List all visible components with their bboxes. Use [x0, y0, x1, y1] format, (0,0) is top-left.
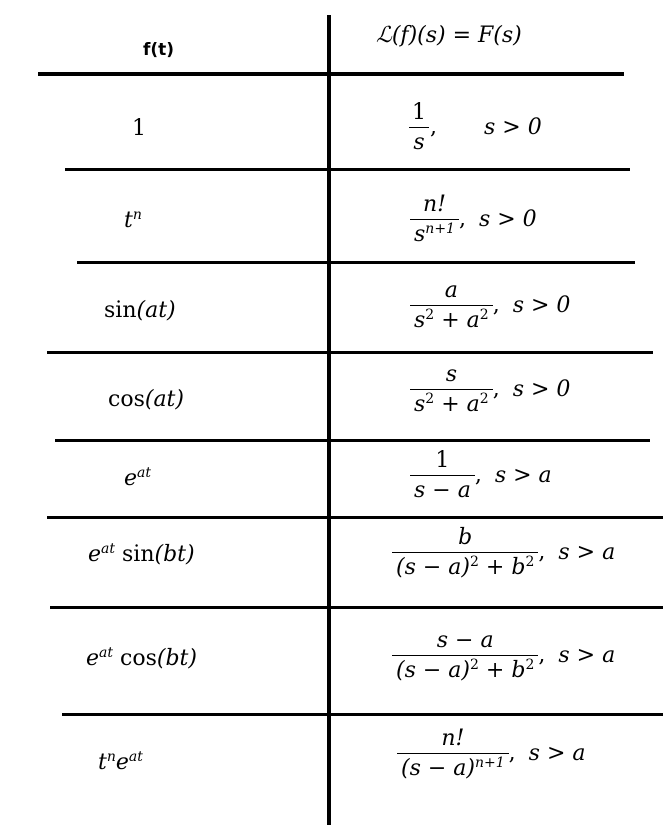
- transform-cell: $\frac{1}{s}$ , s > 0: [408, 100, 542, 155]
- row-divider: [65, 168, 630, 171]
- column-divider: [327, 15, 331, 825]
- function-cell: $t^n$: [124, 206, 142, 233]
- transform-cell: $\frac{n!}{(s - a)^{n+1}}$ , s > a: [397, 726, 585, 781]
- function-cell: cos(at): [108, 387, 184, 412]
- row-divider: [77, 261, 635, 264]
- function-cell: 1: [132, 116, 146, 141]
- row-divider: [47, 516, 663, 519]
- header-divider: [38, 72, 624, 76]
- function-cell: $e^{at}$ cos(bt): [86, 644, 197, 671]
- transform-cell: $\frac{s - a}{(s - a)^2 + b^2}$ , s > a: [392, 628, 615, 683]
- transform-cell: $\frac{a}{s^2 + a^2}$ , s > 0: [410, 278, 570, 333]
- column-header-transform: ℒ(f)(s) = F(s): [376, 23, 522, 48]
- function-cell: $e^{at}$: [124, 464, 152, 491]
- transform-cell: $\frac{1}{s - a}$ , s > a: [410, 448, 552, 503]
- row-divider: [55, 439, 650, 442]
- function-cell: sin(at): [104, 298, 176, 323]
- column-header-function: f(t): [143, 40, 175, 60]
- transform-cell: $\frac{n!}{s^{n+1}}$ , s > 0: [410, 192, 537, 247]
- function-cell: $t^ne^{at}$: [98, 748, 143, 775]
- row-divider: [50, 606, 663, 609]
- row-divider: [47, 351, 653, 354]
- transform-cell: $\frac{s}{s^2 + a^2}$ , s > 0: [410, 362, 570, 417]
- row-divider: [62, 713, 663, 716]
- function-cell: $e^{at}$ sin(bt): [88, 540, 195, 567]
- transform-cell: $\frac{b}{(s - a)^2 + b^2}$ , s > a: [392, 525, 615, 580]
